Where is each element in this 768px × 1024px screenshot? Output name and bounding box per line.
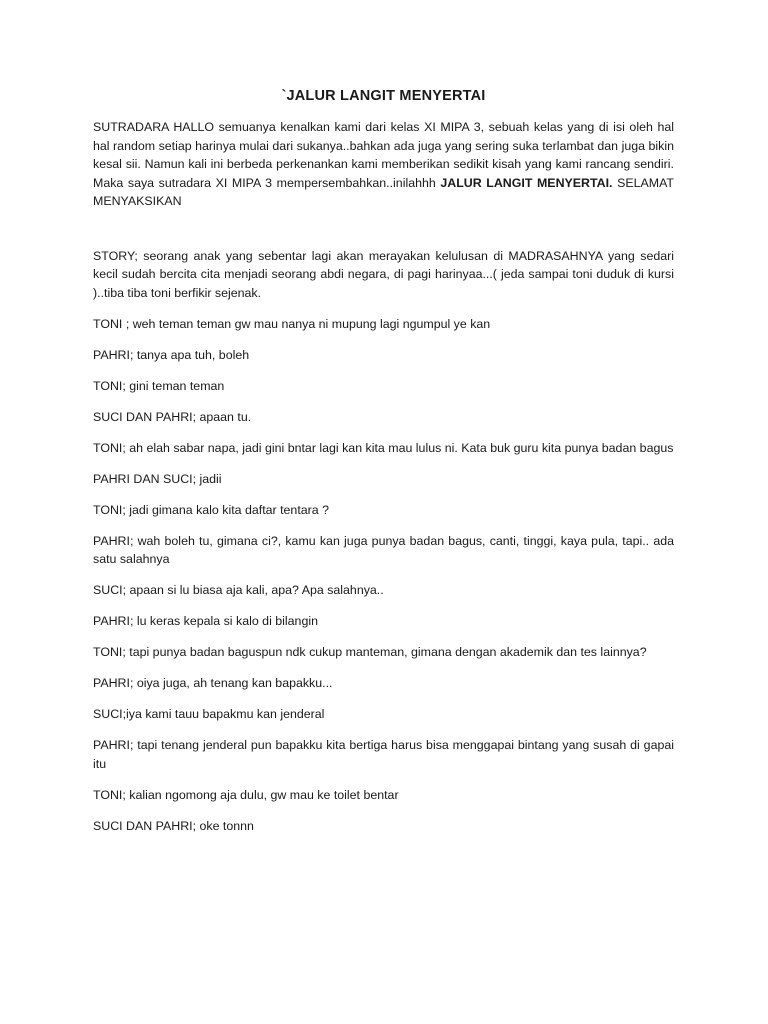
dialogue-line: PAHRI; wah boleh tu, gimana ci?, kamu kan juga punya badan bagus, canti, tinggi, kaya pula, tapi.. ada satu salahnya	[93, 533, 674, 566]
dialogue-line: TONI ; weh teman teman gw mau nanya ni mupung lagi ngumpul ye kan	[93, 316, 491, 331]
intro-paragraph	[93, 118, 674, 211]
dialogue-line: PAHRI; oiya juga, ah tenang kan bapakku...	[93, 676, 333, 690]
dialogue-line: SUCI DAN PAHRI; oke tonnn	[93, 818, 254, 833]
intro-lead: SUTRADARA HALLO semuanya kenalkan kami dari kelas XI MIPA 3, sebuah kelas yang di isi oleh hal hal random setiap harinya mulai dari sukanya..bahkan ada juga yang sering suka terlambat dan juga bikin kesal sii. Namun kali ini berbeda perkenankan kami memberikan sedikit kisah yang kami rancang sendiri. Maka saya sutradara XI MIPA 3 mempersembahkan..inilahhh	[93, 120, 674, 190]
dialogue-line: TONI; gini teman teman	[93, 378, 225, 393]
dialogue-line: SUCI; apaan si lu biasa aja kali, apa? Apa salahnya..	[93, 583, 384, 597]
dialogue-line: TONI; kalian ngomong aja dulu, gw mau ke toilet bentar	[93, 787, 399, 802]
dialogue-line: TONI; jadi gimana kalo kita daftar tentara ?	[93, 502, 330, 517]
story-paragraph: STORY; seorang anak yang sebentar lagi akan merayakan kelulusan di MADRASAHNYA yang sedari kecil sudah bercita cita menjadi seorang abdi negara, di pagi harinyaa...( jeda sampai toni duduk di kursi )..tiba tiba toni berfikir sejenak.	[93, 248, 674, 300]
intro-bold-title: JALUR LANGIT MENYERTAI.	[440, 175, 613, 190]
intro-tail: SELAMAT MENYAKSIKAN	[93, 175, 674, 208]
dialogue-line: TONI; tapi punya badan baguspun ndk cukup manteman, gimana dengan akademik dan tes lainnya?	[93, 645, 647, 659]
dialogue-line: PAHRI; tanya apa tuh, boleh	[93, 347, 250, 362]
dialogue-line: PAHRI; tapi tenang jenderal pun bapakku kita bertiga harus bisa menggapai bintang yang susah di gapai itu	[93, 738, 674, 771]
document-body	[93, 88, 674, 848]
dialogue-line: TONI; ah elah sabar napa, jadi gini bntar lagi kan kita mau lulus ni. Kata buk guru kita punya badan bagus	[93, 440, 674, 455]
page-title: `JALUR LANGIT MENYERTAI	[281, 88, 486, 104]
dialogue-line: PAHRI DAN SUCI; jadii	[93, 471, 222, 486]
dialogue-line: SUCI;iya kami tauu bapakmu kan jenderal	[93, 707, 325, 721]
dialogue-line: SUCI DAN PAHRI; apaan tu.	[93, 409, 252, 424]
dialogue-line: PAHRI; lu keras kepala si kalo di bilangin	[93, 614, 318, 628]
